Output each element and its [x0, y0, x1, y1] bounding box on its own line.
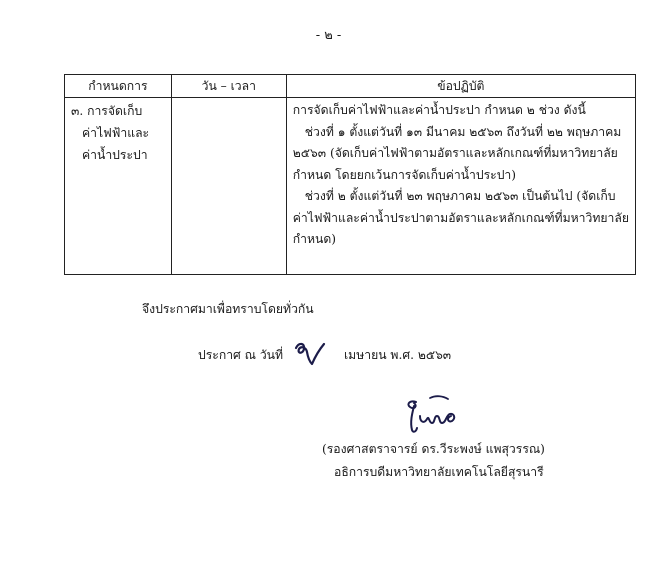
- rule-line: กำหนด โดยยกเว้นการจัดเก็บค่าน้ำประปา): [292, 167, 517, 182]
- topic-line: ๓. การจัดเก็บ: [71, 104, 143, 118]
- topic-line: ค่าน้ำประปา: [82, 148, 148, 162]
- rule-line: ๒๕๖๓ (จัดเก็บค่าไฟฟ้าตามอัตราและหลักเกณฑ์ที่มหาวิทยาลัย: [292, 146, 618, 160]
- rule-line: กำหนด): [292, 232, 337, 246]
- schedule-table: [64, 74, 636, 275]
- signer-name: (รองศาสตราจารย์ ดร.วีระพงษ์ แพสุวรรณ): [322, 442, 545, 456]
- rule-line: การจัดเก็บค่าไฟฟ้าและค่าน้ำประปา กำหนด ๒ ช่วง ดังนี้: [292, 103, 586, 117]
- table-row: [65, 98, 636, 275]
- header-rules: ข้อปฏิบัติ: [286, 75, 635, 98]
- rule-line: ช่วงที่ ๒ ตั้งแต่วันที่ ๒๓ พฤษภาคม ๒๕๖๓ เป็นต้นไป (จัดเก็บ: [304, 189, 616, 203]
- rule-line: ค่าไฟฟ้าและค่าน้ำประปาตามอัตราและหลักเกณฑ์ที่มหาวิทยาลัย: [292, 210, 629, 225]
- given-prefix: ประกาศ ณ วันที่: [198, 348, 284, 362]
- signer-title: อธิการบดีมหาวิทยาลัยเทคโนโลยีสุรนารี: [334, 465, 544, 479]
- table-header-row: [65, 75, 636, 98]
- signature-image: [396, 390, 476, 436]
- announcement-text: จึงประกาศมาเพื่อทราบโดยทั่วกัน: [142, 302, 314, 316]
- given-date-line: [198, 346, 452, 365]
- header-schedule: กำหนดการ: [65, 75, 172, 98]
- header-datetime: วัน – เวลา: [171, 75, 286, 98]
- given-month-year: เมษายน พ.ศ. ๒๕๖๓: [344, 348, 452, 362]
- page-number: - ๒ -: [315, 28, 342, 43]
- handwritten-day-glyph: [290, 338, 330, 368]
- datetime-cell: [171, 98, 286, 275]
- topic-line: ค่าไฟฟ้าและ: [82, 126, 150, 140]
- topic-cell: [65, 98, 172, 275]
- rules-cell: [286, 98, 635, 275]
- rule-line: ช่วงที่ ๑ ตั้งแต่วันที่ ๑๓ มีนาคม ๒๕๖๓ ถึงวันที่ ๒๒ พฤษภาคม: [304, 124, 622, 139]
